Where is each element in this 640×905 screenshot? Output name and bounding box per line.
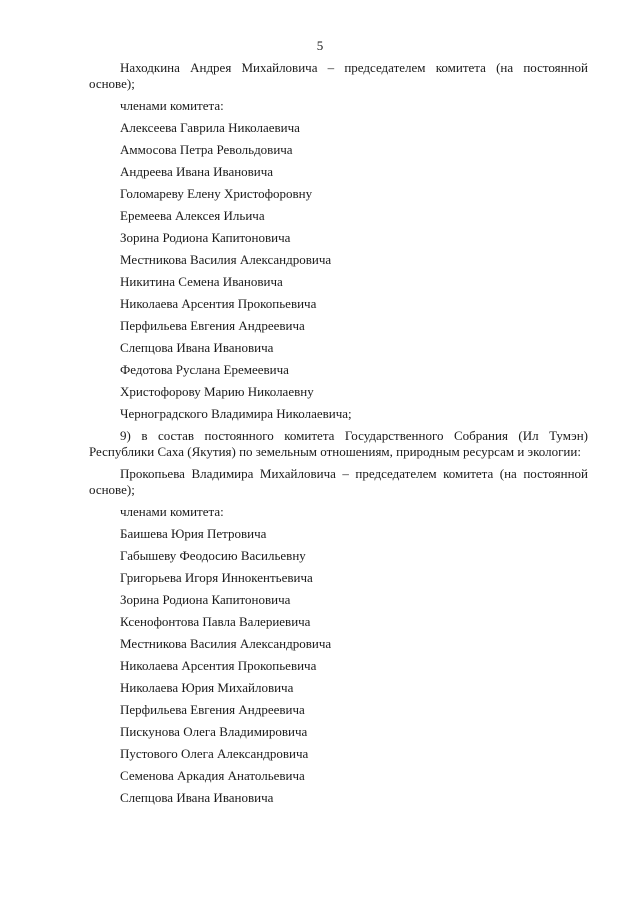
committee-intro-9: 9) в состав постоянного комитета Государственного Собрания (Ил Тумэн) Республики Саха (Якутия) по земельным отношениям, природным ресурсам и экологии:	[89, 428, 588, 459]
member-name: Местникова Василия Александровича	[120, 252, 332, 267]
member-name: Андреева Ивана Ивановича	[120, 164, 274, 179]
member-name: Слепцова Ивана Ивановича	[120, 340, 274, 355]
member-name: Николаева Юрия Михайловича	[120, 680, 294, 695]
member-name: Федотова Руслана Еремеевича	[120, 362, 289, 377]
member-name: Слепцова Ивана Ивановича	[120, 790, 274, 805]
member-name: Пустового Олега Александровича	[120, 746, 309, 761]
member-name: Семенова Аркадия Анатольевича	[120, 768, 305, 783]
member-name: Голомареву Елену Христофоровну	[120, 186, 313, 201]
member-name: Баишева Юрия Петровича	[120, 526, 267, 541]
member-name: Габышеву Феодосию Васильевну	[120, 548, 306, 563]
member-name: Перфильева Евгения Андреевича	[120, 318, 305, 333]
document-body	[89, 60, 588, 812]
member-name: Зорина Родиона Капитоновича	[120, 230, 291, 245]
member-name: Аммосова Петра Револьдовича	[120, 142, 293, 157]
member-name: Ксенофонтова Павла Валериевича	[120, 614, 311, 629]
members-heading-1: членами комитета:	[120, 98, 224, 113]
members-list-2	[89, 526, 588, 806]
member-name: Григорьева Игоря Иннокентьевича	[120, 570, 313, 585]
member-name: Зорина Родиона Капитоновича	[120, 592, 291, 607]
chair-appointment-1: Находкина Андрея Михайловича – председателем комитета (на постоянной основе);	[89, 60, 588, 91]
members-list-1	[89, 120, 588, 422]
chair-appointment-2: Прокопьева Владимира Михайловича – председателем комитета (на постоянной основе);	[89, 466, 588, 497]
member-name: Николаева Арсентия Прокопьевича	[120, 658, 317, 673]
member-name: Местникова Василия Александровича	[120, 636, 332, 651]
member-name: Алексеева Гаврила Николаевича	[120, 120, 300, 135]
member-name: Никитина Семена Ивановича	[120, 274, 283, 289]
page-number: 5	[316, 38, 324, 53]
member-name: Пискунова Олега Владимировича	[120, 724, 308, 739]
member-name: Христофорову Марию Николаевну	[120, 384, 314, 399]
member-name: Николаева Арсентия Прокопьевича	[120, 296, 317, 311]
member-name: Черноградского Владимира Николаевича;	[120, 406, 352, 421]
member-name: Еремеева Алексея Ильича	[120, 208, 265, 223]
members-heading-2: членами комитета:	[120, 504, 224, 519]
member-name: Перфильева Евгения Андреевича	[120, 702, 305, 717]
